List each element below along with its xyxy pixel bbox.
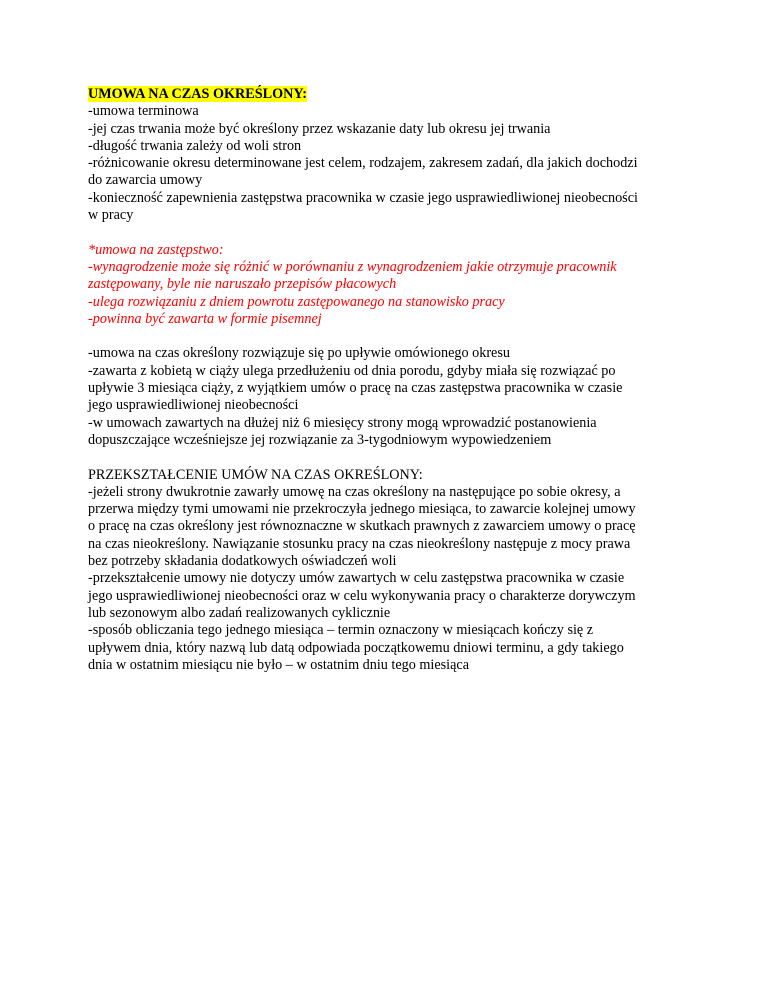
- text-line: w pracy: [88, 207, 134, 224]
- document-page: [88, 86, 678, 674]
- section-title: PRZEKSZTAŁCENIE UMÓW NA CZAS OKREŚLONY:: [88, 466, 423, 483]
- paragraph-gap: [88, 449, 678, 466]
- paragraph-gap: [88, 328, 678, 345]
- highlighted-title: UMOWA NA CZAS OKREŚLONY:: [88, 86, 308, 102]
- text-line: jego usprawiedliwionej nieobecności oraz w celu wykonywania pracy o charakterze dorywczym: [88, 587, 636, 604]
- text-line: zastępowany, byle nie naruszało przepisów płacowych: [88, 276, 397, 293]
- text-line: -umowa na czas określony rozwiązuje się po upływie omówionego okresu: [88, 345, 510, 362]
- text-line: -różnicowanie okresu determinowane jest celem, rodzajem, zakresem zadań, dla jakich dochodzi: [88, 155, 638, 172]
- text-line: -przekształcenie umowy nie dotyczy umów zawartych w celu zastępstwa pracownika w czasie: [88, 570, 625, 587]
- text-line: *umowa na zastępstwo:: [88, 241, 224, 258]
- text-line: przerwa między tymi umowami nie przekroczyła jednego miesiąca, to zawarcie kolejnej umowy: [88, 501, 636, 518]
- text-line: -konieczność zapewnienia zastępstwa pracownika w czasie jego usprawiedliwionej nieobecności: [88, 189, 638, 206]
- text-line: -zawarta z kobietą w ciąży ulega przedłużeniu od dnia porodu, gdyby miała się rozwiązać po: [88, 362, 616, 379]
- text-line: -jeżeli strony dwukrotnie zawarły umowę na czas określony na następujące po sobie okresy, a: [88, 483, 621, 500]
- text-line: -jej czas trwania może być określony przez wskazanie daty lub okresu jej trwania: [88, 120, 551, 137]
- text-line: o pracę na czas określony jest równoznaczne w skutkach prawnych z zawarciem umowy o pracę: [88, 518, 636, 535]
- text-line: upływie 3 miesiąca ciąży, z wyjątkiem umów o pracę na czas zastępstwa pracownika w czasie: [88, 380, 623, 397]
- section-umowa-na-czas-okreslony: [88, 86, 678, 224]
- text-line: -powinna być zawarta w formie pisemnej: [88, 310, 322, 327]
- section-title: [88, 86, 678, 103]
- text-line: do zawarcia umowy: [88, 172, 203, 189]
- text-line: jego usprawiedliwionej nieobecności: [88, 397, 299, 414]
- section-umowa-na-zastepstwo: [88, 242, 678, 328]
- text-line: dopuszczające wcześniejsze jej rozwiązanie za 3-tygodniowym wypowiedzeniem: [88, 431, 552, 448]
- text-line: -umowa terminowa: [88, 103, 199, 120]
- section-przeksztalcenie-umow: [88, 467, 678, 675]
- text-line: dnia w ostatnim miesiącu nie było – w ostatnim dniu tego miesiąca: [88, 656, 470, 673]
- section-rozwiazanie-umowy: [88, 345, 678, 449]
- text-line: -ulega rozwiązaniu z dniem powrotu zastępowanego na stanowisko pracy: [88, 293, 505, 310]
- text-line: -wynagrodzenie może się różnić w porównaniu z wynagrodzeniem jakie otrzymuje pracownik: [88, 258, 617, 275]
- text-line: -sposób obliczania tego jednego miesiąca – termin oznaczony w miesiącach kończy się z: [88, 622, 594, 639]
- text-line: -w umowach zawartych na dłużej niż 6 miesięcy strony mogą wprowadzić postanowienia: [88, 414, 597, 431]
- text-line: bez potrzeby składania dodatkowych oświadczeń woli: [88, 553, 397, 570]
- text-line: lub sezonowym albo zadań realizowanych cyklicznie: [88, 604, 391, 621]
- text-line: -długość trwania zależy od woli stron: [88, 137, 302, 154]
- text-line: na czas nieokreślony. Nawiązanie stosunku pracy na czas nieokreślony następuje z mocy prawa: [88, 535, 631, 552]
- text-line: upływem dnia, który nazwą lub datą odpowiada początkowemu dniowi terminu, a gdy takiego: [88, 639, 624, 656]
- paragraph-gap: [88, 224, 678, 241]
